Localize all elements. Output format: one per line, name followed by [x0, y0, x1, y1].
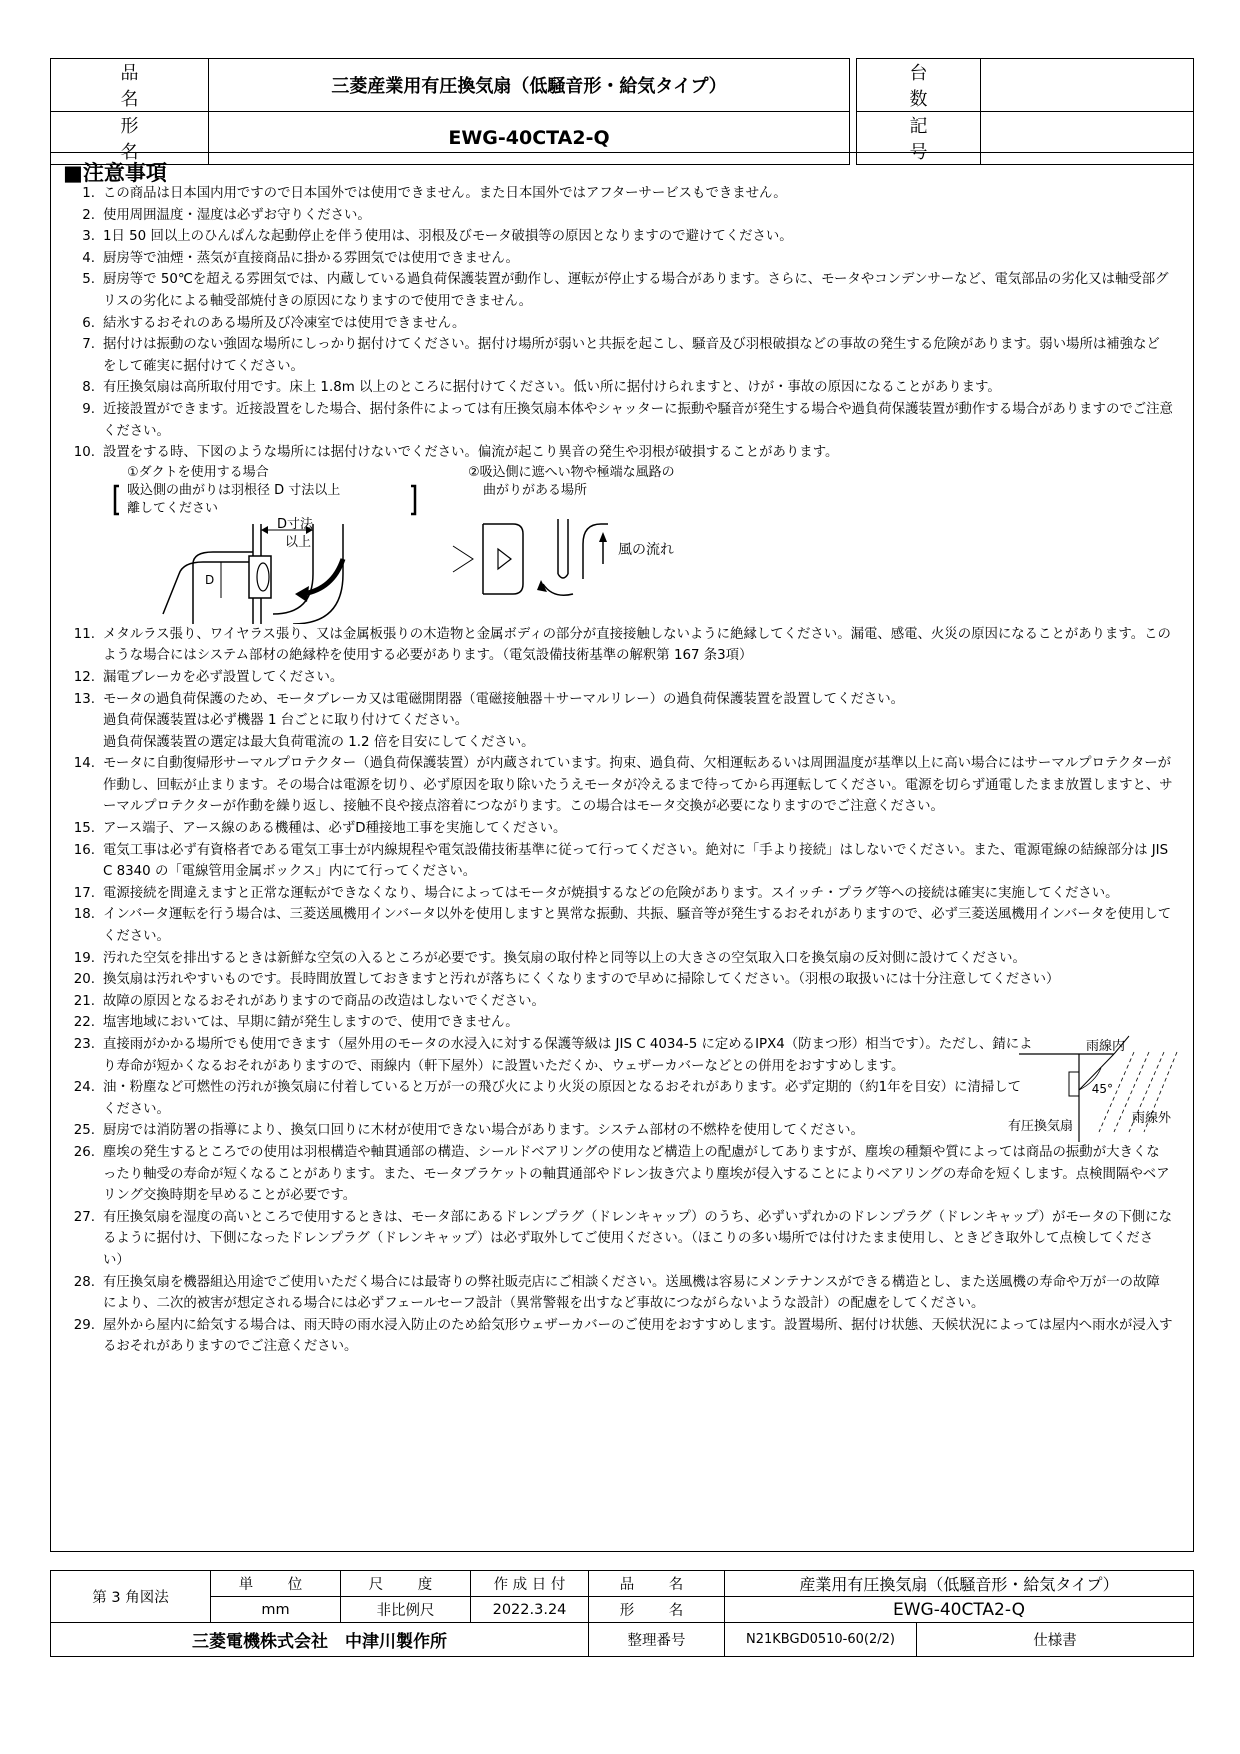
note-number: 10.	[73, 445, 95, 461]
footer-model: EWG-40CTA2-Q	[725, 1597, 1194, 1623]
note-text: 1日 50 回以上のひんぱんな起動停止を伴う使用は、羽根及びモータ破損等の原因となりますので避けてください。	[103, 229, 793, 245]
unit-label: 単 位	[211, 1571, 341, 1597]
footer-product-name: 産業用有圧換気扇（低騒音形・給気タイプ）	[725, 1571, 1194, 1597]
rain-fan-label: 有圧換気扇	[1007, 1119, 1073, 1134]
note-number: 28.	[73, 1274, 95, 1290]
note-text: 有圧換気扇を湿度の高いところで使用するときは、モータ部にあるドレンプラグ（ドレンキャップ）のうち、必ずいずれかのドレンプラグ（ドレンキャップ）がモータの下側になるように据付け、下側になったドレンプラグ（ドレンキャップ）は必ず取外してご使用ください。（ほこりの多い場所では付けたまま使用し、ときどき取外して点検してください）	[103, 1209, 1172, 1268]
note-number: 11.	[73, 626, 95, 642]
note-item	[73, 1315, 1173, 1358]
note-number: 12.	[73, 669, 95, 685]
note-number: 7.	[82, 337, 95, 353]
note-text: 過負荷保護装置は必ず機器 1 台ごとに取り付けてください。	[103, 713, 469, 729]
note-number: 17.	[73, 885, 95, 901]
note-text: 油・粉塵など可燃性の汚れが換気扇に付着していると万が一の飛び火により火災の原因となるおそれがあります。必ず定期的（約1年を目安）に清掃してください。	[103, 1080, 1022, 1117]
note-text: 厨房等で油煙・蒸気が直接商品に掛かる雰囲気では使用できません。	[103, 250, 519, 266]
note-number: 21.	[73, 993, 95, 1009]
dim-label-2: 以上	[285, 534, 312, 550]
note-number: 22.	[73, 1015, 95, 1031]
note-text: 電源接続を間違えますと正常な運転ができなくなり、場合によってはモータが焼損するなどの危険があります。スイッチ・プラグ等への接続は確実に実施してください。	[103, 885, 1119, 901]
note-item	[73, 1207, 1173, 1272]
name-label: 品 名	[589, 1571, 725, 1597]
product-name: 三菱産業用有圧換気扇（低騒音形・給気タイプ）	[209, 59, 850, 112]
note-number: 26.	[73, 1144, 95, 1160]
note-number: 23.	[73, 1037, 95, 1052]
note-text: 故障の原因となるおそれがありますので商品の改造はしないでください。	[103, 993, 545, 1009]
note-number: 20.	[73, 972, 95, 988]
footer-table	[50, 1570, 1194, 1657]
rain-outside-label: 雨線外	[1131, 1111, 1171, 1126]
note-number: 8.	[82, 380, 95, 396]
diagram-caption-1: ①ダクトを使用する場合	[127, 464, 269, 480]
note-number: 6.	[82, 315, 95, 331]
note-item	[73, 840, 1173, 883]
date: 2022.3.24	[471, 1597, 589, 1623]
note-number: 4.	[82, 250, 95, 266]
scale: 非比例尺	[341, 1597, 471, 1623]
note-text: 据付けは振動のない強固な場所にしっかり据付けてください。据付け場所が弱いと共振を起こし、騒音及び羽根破損などの事故の発生する危険があります。弱い場所は補強などをして確実に据付けてください。	[103, 337, 1160, 374]
product-name-label: 品 名	[51, 59, 209, 112]
note-item	[73, 904, 1173, 947]
note-text: 直接雨がかかる場所でも使用できます（屋外用のモータの水浸入に対する保護等級は JIS C 4034-5 に定めるIPX4（防まつ形）相当です）。ただし、錆により寿命が短かくなるおそれがありますので、雨線内（軒下屋外）に設置いただくか、ウェザーカバーなどとの併用をおすすめします。	[103, 1037, 1033, 1074]
notes-list	[73, 183, 1173, 1358]
notes-title: ■注意事項	[63, 161, 167, 185]
note-number: 18.	[73, 907, 95, 923]
note-text: 汚れた空気を排出するときは新鮮な空気の入るところが必要です。換気扇の取付枠と同等以上の大きさの空気取入口を換気扇の反対側に設けてください。	[103, 950, 1026, 966]
note-text: メタルラス張り、ワイヤラス張り、又は金属板張りの木造物と金属ボディの部分が直接接触しないように絶縁してください。漏電、感電、火災の原因になることがあります。このような場合にはシステム部材の絶縁枠を使用する必要があります。（電気設備技術基準の解釈第 167 条3項）	[103, 626, 1171, 664]
note-number: 29.	[73, 1317, 95, 1333]
note-text: この商品は日本国内用ですので日本国外では使用できません。また日本国外ではアフターサービスもできません。	[103, 186, 787, 201]
note-number: 13.	[73, 691, 95, 707]
note-number	[73, 710, 103, 732]
model-label-footer: 形 名	[589, 1597, 725, 1623]
note-text: 設置をする時、下図のような場所には据付けないでください。偏流が起こり異音の発生や羽根が破損することがあります。	[103, 445, 839, 461]
scale-label: 尺 度	[341, 1571, 471, 1597]
note-number: 25.	[73, 1123, 95, 1139]
note-number: 19.	[73, 950, 95, 966]
note-text: アース端子、アース線のある機種は、必ずD種接地工事を実施してください。	[103, 821, 567, 837]
note-item	[73, 883, 1173, 905]
header-table-right	[856, 58, 1194, 165]
note-item	[73, 948, 1173, 970]
note-item	[73, 991, 1173, 1013]
note-item	[73, 1272, 1173, 1315]
ref: N21KBGD0510-60(2/2)	[725, 1623, 917, 1657]
note-text: 使用周囲温度・湿度は必ずお守りください。	[103, 207, 371, 223]
note-item	[73, 313, 1173, 335]
d-label: D	[205, 572, 215, 587]
note-number: 9.	[82, 401, 95, 417]
rain-angle-label: 45°	[1091, 1082, 1113, 1096]
projection: 第 3 角図法	[51, 1571, 211, 1623]
note-text: 塵埃の発生するところでの使用は羽根構造や軸貫通部の構造、シールドベアリングの使用など構造上の配慮がしてありますが、塵埃の種類や質によっては商品の振動が大きくなったり軸受の寿命が短くなることがあります。また、モータブラケットの軸貫通部やドレン抜き穴より塵埃が侵入することによりベアリングの寿命を短くします。点検間隔やベアリング交換時期を早めることが必要です。	[103, 1144, 1170, 1204]
note-item	[73, 226, 1173, 248]
note-number: 3.	[82, 229, 95, 245]
diagram-caption-2: ②吸込側に遮へい物や極端な風路の	[468, 464, 675, 480]
note-item	[73, 377, 1173, 399]
note-number: 1.	[82, 186, 95, 201]
company: 三菱電機株式会社 中津川製作所	[51, 1623, 589, 1657]
note-text: 屋外から屋内に給気する場合は、雨天時の雨水浸入防止のため給気形ウェザーカバーのご使用をおすすめします。設置場所、据付け状態、天候状況によっては屋内へ雨水が浸入するおそれがありますのでご注意ください。	[103, 1317, 1173, 1355]
header-table	[50, 58, 850, 165]
model-label: 形 名	[51, 112, 209, 165]
symbol-label: 記 号	[857, 112, 981, 165]
note-item	[73, 732, 1173, 754]
date-label: 作 成 日 付	[471, 1571, 589, 1597]
note-item	[73, 399, 1173, 442]
note-text: 結氷するおそれのある場所及び冷凍室では使用できません。	[103, 315, 466, 331]
note-item	[73, 818, 1173, 840]
note-item	[73, 710, 1173, 732]
note-item	[73, 1034, 1173, 1077]
note-text: 厨房等で 50℃を超える雰囲気では、内蔵している過負荷保護装置が動作し、運転が停止する場合があります。さらに、モータやコンデンサーなど、電気部品の劣化又は軸受部グリスの劣化による軸受部焼付きの原因になりますので使用できません。	[103, 272, 1169, 309]
note-text: インバータ運転を行う場合は、三菱送風機用インバータ以外を使用しますと異常な振動、共振、騒音等が発生するおそれがありますので、必ず三菱送風機用インバータを使用してください。	[103, 907, 1172, 945]
note-text: モータの過負荷保護のため、モータブレーカ又は電磁開閉器（電磁接触器＋サーマルリレー）の過負荷保護装置を設置してください。	[103, 691, 905, 707]
notes-box	[50, 152, 1194, 1552]
note-number	[73, 732, 103, 754]
note-item	[73, 1012, 1173, 1034]
note-item	[73, 667, 1173, 689]
ref-label: 整理番号	[589, 1623, 725, 1657]
diagram-caption-1-sub1: 吸込側の曲がりは羽根径 D 寸法以上	[127, 482, 341, 498]
note-text: 換気扇は汚れやすいものです。長時間放置しておきますと汚れが落ちにくくなりますので早めに掃除してください。（羽根の取扱いには十分注意してください）	[103, 972, 1060, 988]
note-item	[73, 442, 1173, 464]
note-number: 2.	[82, 207, 95, 223]
note-item	[73, 269, 1173, 312]
note-item	[73, 1142, 1173, 1207]
note-text: 有圧換気扇は高所取付用です。床上 1.8m 以上のところに据付けてください。低い所に据付けられますと、けが・事故の原因になることがあります。	[103, 380, 1001, 396]
note-item	[73, 248, 1173, 270]
note-text: 塩害地域においては、早期に錆が発生しますので、使用できません。	[103, 1015, 519, 1031]
note-text: 電気工事は必ず有資格者である電気工事士が内線規程や電気設備技術基準に従って行ってください。絶対に「手より接続」はしないでください。また、電源電線の結線部分は JIS C 8340 の「電線管用金属ボックス」内にて行ってください。	[103, 842, 1169, 880]
note-item	[73, 624, 1173, 667]
note-item	[73, 334, 1173, 377]
note-item	[73, 183, 1173, 205]
note-item	[73, 969, 1173, 991]
note-text: 漏電ブレーカを必ず設置してください。	[103, 669, 344, 685]
note-number: 24.	[73, 1080, 95, 1096]
diagram-caption-1-sub2: 離してください	[127, 500, 219, 516]
rain-inside-label: 雨線内	[1085, 1039, 1125, 1054]
note-item	[73, 205, 1173, 227]
note-text: 過負荷保護装置の選定は最大負荷電流の 1.2 倍を目安にしてください。	[103, 734, 535, 750]
model: EWG-40CTA2-Q	[209, 112, 850, 165]
note-item	[73, 753, 1173, 818]
note-text: 近接設置ができます。近接設置をした場合、据付条件によっては有圧換気扇本体やシャッターに振動や騒音が発生する場合や過負荷保護装置が動作する場合がありますのでご注意ください。	[103, 401, 1173, 439]
note-text: 厨房では消防署の指導により、換気口回りに木材が使用できない場合があります。システム部材の不燃枠を使用してください。	[103, 1123, 864, 1139]
diagram-caption-2b: 曲がりがある場所	[483, 482, 588, 498]
note-number: 16.	[73, 842, 95, 858]
note-item	[73, 1077, 1173, 1120]
note-number: 5.	[82, 272, 95, 288]
note-text: モータに自動復帰形サーマルプロテクター（過負荷保護装置）が内蔵されています。拘束、過負荷、欠相運転あるいは周囲温度が基準以上に高い場合にはサーマルプロテクターが作動し、回転が止まります。その場合は電源を切り、必ず原因を取り除いたうえモータが冷えるまで待ってから再運転してください。電源を切らず通電したまま放置しますと、サーマルプロテクターが作動を繰り返し、接触不良や接点溶着につながります。この場合はモータ交換が必要になりますのでご注意ください。	[103, 756, 1173, 815]
quantity	[981, 59, 1194, 112]
note-number: 15.	[73, 821, 95, 837]
note-number: 14.	[73, 756, 95, 772]
note-number: 27.	[73, 1209, 95, 1225]
dim-label-1: D寸法	[277, 516, 314, 532]
quantity-label: 台 数	[857, 59, 981, 112]
note-text: 有圧換気扇を機器組込用途でご使用いただく場合には最寄りの弊社販売店にご相談ください。送風機は容易にメンテナンスができる構造とし、また送風機の寿命や万が一の故障により、二次的被害が想定される場合には必ずフェールセーフ設計（異常警報を出すなど事故につながらないような設計）の配慮をしてください。	[103, 1274, 1160, 1312]
wind-label: 風の流れ	[618, 541, 674, 558]
installation-diagram	[113, 464, 1173, 624]
note-item	[73, 689, 1173, 711]
doc-type: 仕様書	[917, 1623, 1194, 1657]
unit: mm	[211, 1597, 341, 1623]
